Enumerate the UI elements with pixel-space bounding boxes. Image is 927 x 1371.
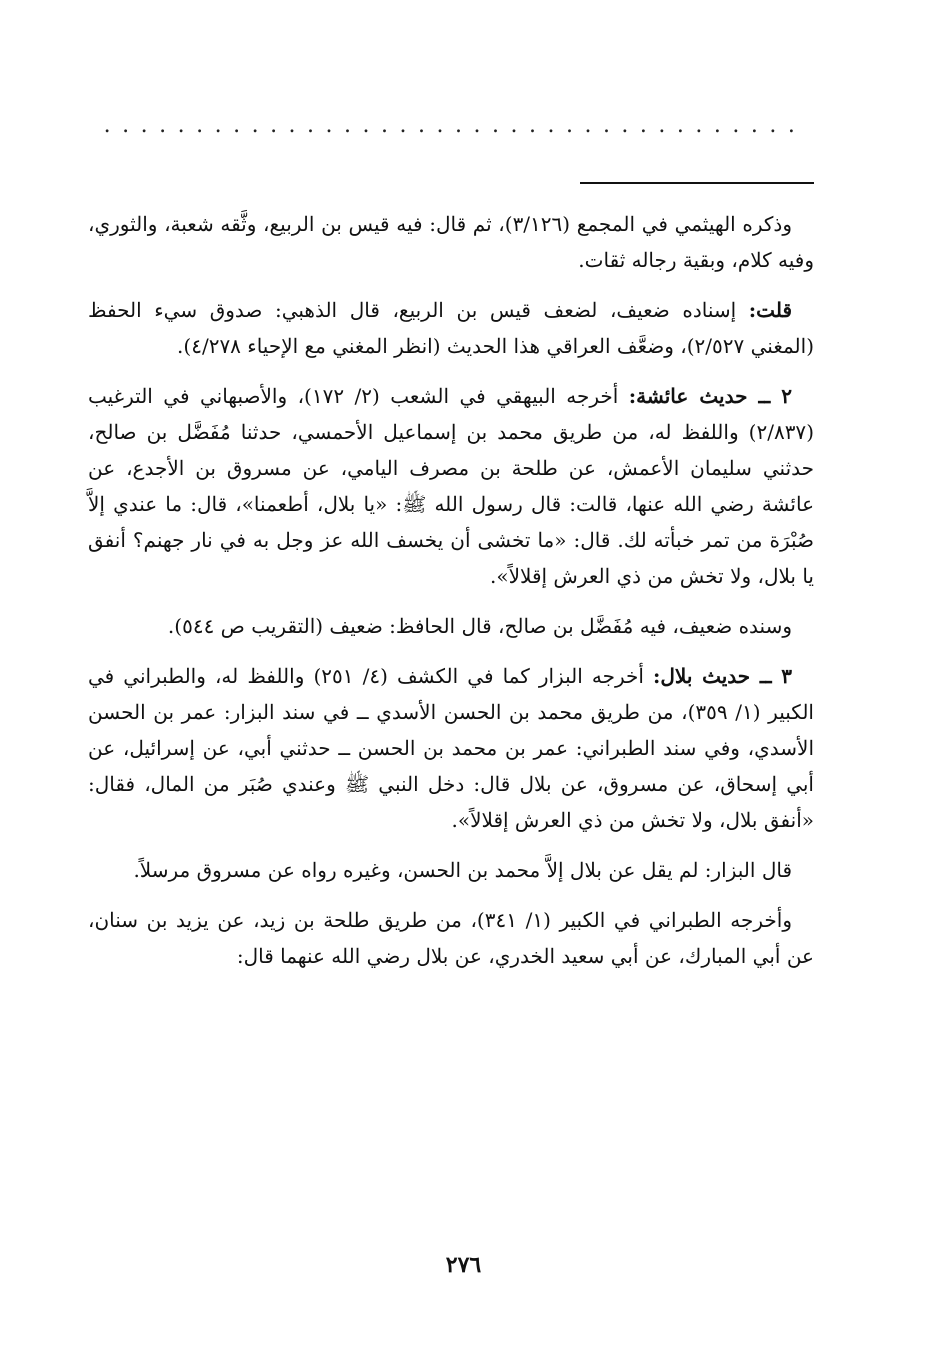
footnote-rule (580, 182, 814, 184)
paragraph-sanad-daif: وسنده ضعيف، فيه مُفَضَّل بن صالح، قال الحافظ: ضعيف (التقريب ص ٥٤٤). (167, 614, 792, 638)
paragraph-hadith-aisha: ٢ ــ حديث عائشة: أخرجه البيهقي في الشعب (٢/ ١٧٢)، والأصبهاني في الترغيب (٢/٨٣٧) واللفظ له، من طريق محمد بن إسماعيل الأحمسي، حدثنا مُفَضَّل بن صالح، حدثني سليمان الأعمش، عن طلحة بن مصرف اليامي، عن مسروق بن الأجدع، عن عائشة رضي الله عنها، قالت: قال رسول الله ﷺ: «يا بلال، أطعمنا»، قال: ما عندي إلاَّ صُبْرَة من تمر خبأته لك. قال: «ما تخشى أن يخسف الله عز وجل به في نار جهنم؟ أنفق يا بلال، ولا تخش من ذي العرش إقلالاً». (88, 384, 814, 588)
paragraph-qultu: قلت: إسناده ضعيف، لضعف قيس بن الربيع، قال الذهبي: صدوق سيء الحفظ (المغني ٢/٥٢٧)، وضعَّف العراقي هذا الحديث (انظر المغني مع الإحياء ٤/٢٧٨). (88, 298, 814, 358)
paragraph-lead: ٣ ــ حديث بلال: (652, 664, 792, 688)
footnote-text (88, 206, 814, 988)
paragraph-haythami: وذكره الهيثمي في المجمع (٣/١٢٦)، ثم قال: فيه قيس بن الربيع، وثَّقه شعبة، والثوري، وفيه كلام، وبقية رجاله ثقات. (88, 212, 814, 272)
paragraph-tabarani: وأخرجه الطبراني في الكبير (١/ ٣٤١)، من طريق طلحة بن زيد، عن يزيد بن سنان، عن أبي المبارك، عن أبي سعيد الخدري، عن بلال رضي الله عنهما قال: (88, 908, 814, 968)
paragraph-lead: قلت: (748, 298, 792, 322)
paragraph-hadith-bilal: ٣ ــ حديث بلال: أخرجه البزار كما في الكشف (٤/ ٢٥١) واللفظ له، والطبراني في الكبير (١/ ٣٥٩)، من طريق محمد بن الحسن الأسدي ــ في سند البزار: عمر بن الحسن الأسدي، وفي سند الطبراني: عمر بن محمد بن الحسن ــ حدثني أبي، عن إسرائيل، عن أبي إسحاق، عن مسروق، عن بلال قال: دخل النبي ﷺ وعندي صُبَر من المال، فقال: «أنفق بلال، ولا تخش من ذي العرش إقلالاً». (88, 664, 814, 832)
dotted-separator: ...................................... (103, 116, 807, 136)
paragraph-lead: ٢ ــ حديث عائشة: (628, 384, 792, 408)
page-number: ٢٧٦ (445, 1252, 482, 1278)
paragraph-bazzar: قال البزار: لم يقل عن بلال إلاَّ محمد بن الحسن، وغيره رواه عن مسروق مرسلاً. (133, 858, 792, 882)
